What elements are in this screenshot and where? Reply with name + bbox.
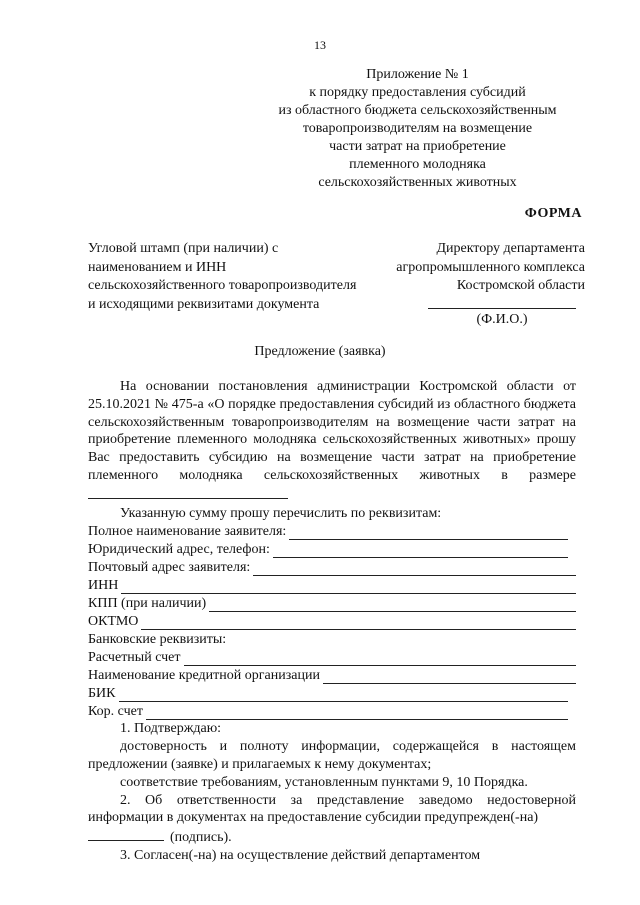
appendix-line: сельскохозяйственных животных	[318, 175, 517, 190]
item-3: 3. Согласен(-на) на осуществление действий департаментом	[120, 847, 481, 863]
appendix-line: к порядку предоставления субсидий	[309, 85, 526, 100]
legal-address-input[interactable]	[273, 544, 568, 558]
field-corr-account	[88, 702, 576, 720]
proposal-title: Предложение (заявка)	[254, 344, 386, 359]
field-label: Юридический адрес, телефон:	[88, 541, 270, 557]
document-body	[88, 378, 576, 865]
intro-text: На основании постановления администрации Костромской области от 25.10.2021 № 475-а «О порядке предоставления субсидий из областного бюджета сельскохозяйственным товаропроизводителям на возмещение части затрат на приобретение племенного молодняка сельскохозяйственных животных» прошу Вас предоставить субсидию на возмещение части затрат на приобретение племенного молодняка сельскохозяйственных животных в размере	[88, 379, 576, 483]
field-bik	[88, 684, 576, 702]
field-postal-address	[88, 558, 576, 576]
corr-account-input[interactable]	[146, 706, 568, 720]
bank-name-input[interactable]	[323, 670, 576, 684]
fio-blank-line[interactable]	[428, 308, 576, 309]
bank-heading-row	[88, 630, 576, 648]
item-1-b: соответствие требованиям, установленным пунктами 9, 10 Порядка.	[120, 774, 528, 790]
field-oktmo	[88, 612, 576, 630]
field-label: Полное наименование заявителя:	[88, 523, 287, 539]
field-kpp	[88, 594, 576, 612]
account-input[interactable]	[184, 652, 576, 666]
appendix-line: племенного молодняка	[349, 157, 486, 172]
field-account	[88, 648, 576, 666]
corner-stamp-note: Угловой штамп (при наличии) с наименованием и ИНН сельскохозяйственного товаропроизводителя и исходящими реквизитами документа	[88, 241, 357, 312]
addressee-line-1: Директору департамента	[436, 241, 585, 256]
item-1-title: 1. Подтверждаю:	[120, 721, 222, 737]
field-label: Наименование кредитной организации	[88, 667, 320, 683]
postal-address-input[interactable]	[253, 562, 576, 576]
appendix-title: Приложение № 1	[366, 67, 469, 82]
addressee-block	[345, 240, 585, 296]
kpp-input[interactable]	[209, 598, 576, 612]
appendix-header	[250, 66, 585, 192]
item-2: 2. Об ответственности за представление заведомо недостоверной информации в документах на предоставление субсидии предупрежден(-на)	[88, 792, 576, 826]
field-label: Расчетный счет	[88, 649, 181, 665]
addressee-line-2: агропромышленного комплекса	[396, 259, 585, 275]
appendix-line: части затрат на приобретение	[329, 139, 506, 154]
field-label: ОКТМО	[88, 613, 139, 629]
form-label: ФОРМА	[524, 206, 582, 221]
addressee-line-3: Костромской области	[456, 278, 585, 293]
inn-input[interactable]	[121, 580, 576, 594]
intro-paragraph	[88, 378, 576, 505]
field-label: БИК	[88, 685, 116, 701]
fio-caption: (Ф.И.О.)	[476, 312, 528, 327]
field-label: КПП (при наличии)	[88, 595, 207, 611]
item-1-a: достоверность и полноту информации, содержащейся в настоящем предложении (заявке) и прилагаемых к нему документах;	[88, 739, 576, 772]
field-label: Кор. счет	[88, 703, 143, 719]
field-label: Почтовый адрес заявителя:	[88, 559, 251, 575]
appendix-line: товаропроизводителям на возмещение	[302, 121, 533, 136]
bank-heading: Банковские реквизиты:	[88, 631, 227, 647]
signature-blank[interactable]	[88, 827, 164, 841]
field-bank-name	[88, 666, 576, 684]
field-legal-address	[88, 540, 576, 558]
full-name-input[interactable]	[289, 526, 568, 540]
signature-label: (подпись).	[170, 830, 232, 846]
oktmo-input[interactable]	[141, 616, 576, 630]
requisites-intro: Указанную сумму прошу перечислить по реквизитам:	[120, 505, 442, 521]
page-number: 13	[314, 38, 326, 52]
field-label: ИНН	[88, 577, 119, 593]
field-full-name	[88, 522, 576, 540]
amount-blank[interactable]	[88, 485, 288, 499]
bik-input[interactable]	[119, 688, 569, 702]
signature-row	[88, 827, 576, 847]
appendix-line: из областного бюджета сельскохозяйственным	[278, 103, 557, 118]
field-inn	[88, 576, 576, 594]
